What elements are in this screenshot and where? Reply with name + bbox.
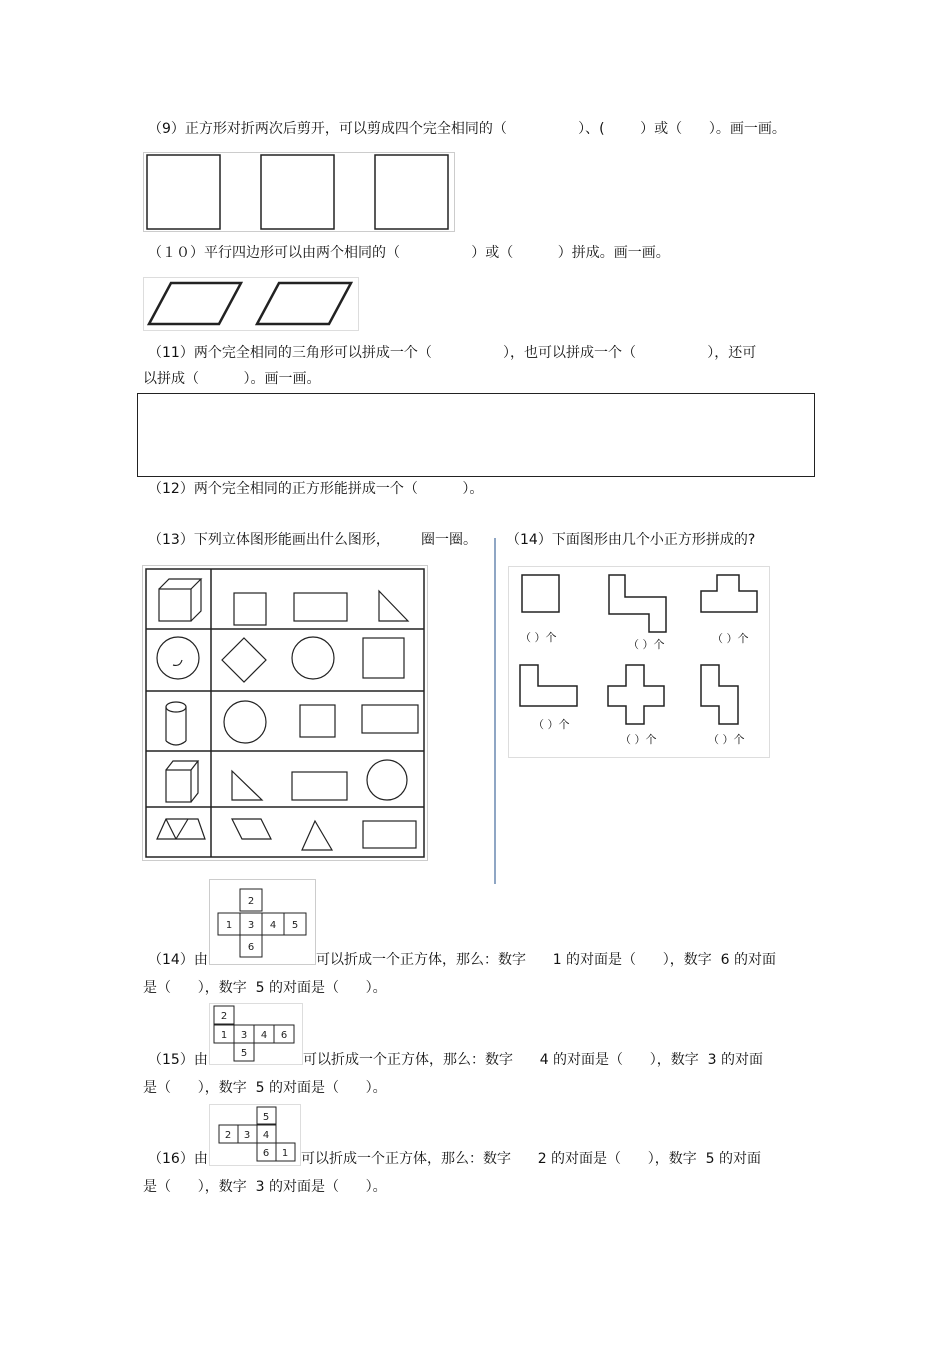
q9-squares-figure xyxy=(143,152,455,232)
rectangle-option xyxy=(363,821,416,848)
parallelogram-option xyxy=(232,819,271,839)
question-13: （13）下列立体图形能画出什么图形， 圈一圈。 xyxy=(148,532,477,548)
square-3 xyxy=(375,155,448,229)
cube-icon xyxy=(159,579,201,621)
net15-face: 3 xyxy=(240,1030,248,1041)
question-11-line2: 以拼成（ ）。画一画。 xyxy=(143,371,321,387)
question-14-cube-pre: （14）由 xyxy=(148,952,208,968)
circle-option xyxy=(292,637,334,679)
shape-3 xyxy=(701,575,757,612)
net16-face: 6 xyxy=(262,1148,270,1159)
net16-face: 2 xyxy=(224,1130,232,1141)
question-11-line1: （11）两个完全相同的三角形可以拼成一个（ ），也可以拼成一个（ ），还可 xyxy=(148,345,757,361)
rectangle-option xyxy=(292,772,347,800)
diamond-option xyxy=(222,638,266,682)
prism-icon xyxy=(157,819,205,839)
square-option xyxy=(234,593,266,625)
question-10: （１０）平行四边形可以由两个相同的（ ）或（ ）拼成。画一画。 xyxy=(148,245,670,261)
question-16-line2: 是（ ），数字 3 的对面是（ ）。 xyxy=(143,1179,387,1195)
q14-cube-net xyxy=(209,879,316,965)
count-label-2: （ ）个 xyxy=(628,638,665,651)
triangle-option xyxy=(302,821,332,850)
net15-face: 6 xyxy=(280,1030,288,1041)
q15-cube-net xyxy=(209,1003,303,1065)
triangle-option xyxy=(379,591,408,621)
circle-option xyxy=(224,701,266,743)
net14-face: 4 xyxy=(269,920,277,931)
rectangle-option xyxy=(294,593,347,621)
square-option xyxy=(300,705,335,737)
count-label-5: （ ）个 xyxy=(620,733,657,746)
shape-5 xyxy=(608,665,664,724)
q16-cube-net xyxy=(209,1104,301,1166)
question-14-cube-line2: 是（ ），数字 5 的对面是（ ）。 xyxy=(143,980,387,996)
shape-6 xyxy=(701,665,738,724)
shape-4 xyxy=(520,665,577,706)
shape-2 xyxy=(609,575,666,632)
count-label-3: （ ）个 xyxy=(712,632,749,645)
net14-face: 6 xyxy=(247,942,255,953)
q10-parallelograms-figure xyxy=(143,277,359,331)
count-label-4: （ ）个 xyxy=(533,718,570,731)
question-15-line2: 是（ ），数字 5 的对面是（ ）。 xyxy=(143,1080,387,1096)
net14-face: 5 xyxy=(291,920,299,931)
question-14-squares: （14）下面图形由几个小正方形拼成的? xyxy=(506,532,756,548)
cylinder-icon xyxy=(166,702,186,745)
sphere-icon xyxy=(157,637,199,679)
rectangle-option xyxy=(362,705,418,733)
cuboid-icon xyxy=(166,761,198,802)
circle-option xyxy=(367,760,407,800)
column-divider xyxy=(494,538,496,884)
triangle-option xyxy=(232,771,262,800)
question-9: （9）正方形对折两次后剪开，可以剪成四个完全相同的（ ）、( ）或（ ）。画一画。 xyxy=(148,121,786,137)
question-16-post: 可以折成一个正方体，那么：数字 2 的对面是（ ），数字 5 的对面 xyxy=(301,1151,762,1167)
net16-face: 3 xyxy=(243,1130,251,1141)
count-label-6: （ ）个 xyxy=(708,733,745,746)
question-12: （12）两个完全相同的正方形能拼成一个（ ）。 xyxy=(148,481,484,497)
count-label-1: （ ）个 xyxy=(520,631,557,644)
square-1 xyxy=(147,155,220,229)
q13-shapes-table xyxy=(142,565,428,861)
net15-face: 2 xyxy=(220,1011,228,1022)
parallelogram-2 xyxy=(257,283,351,324)
shape-1 xyxy=(522,575,559,612)
question-14-cube-post: 可以折成一个正方体，那么：数字 1 的对面是（ ），数字 6 的对面 xyxy=(316,952,777,968)
parallelogram-1 xyxy=(149,283,241,324)
question-16-pre: （16）由 xyxy=(148,1151,208,1167)
question-15-pre: （15）由 xyxy=(148,1052,208,1068)
square-option xyxy=(363,638,404,678)
square-2 xyxy=(261,155,334,229)
net14-face: 3 xyxy=(247,920,255,931)
net15-face: 5 xyxy=(240,1048,248,1059)
net14-face: 2 xyxy=(247,896,255,907)
net16-face: 5 xyxy=(262,1112,270,1123)
net16-face: 1 xyxy=(281,1148,289,1159)
net14-face: 1 xyxy=(225,920,233,931)
net15-face: 4 xyxy=(260,1030,268,1041)
q11-drawing-box[interactable] xyxy=(137,393,815,477)
question-15-post: 可以折成一个正方体，那么：数字 4 的对面是（ ），数字 3 的对面 xyxy=(303,1052,764,1068)
net16-face: 4 xyxy=(262,1130,270,1141)
net15-face: 1 xyxy=(220,1030,228,1041)
